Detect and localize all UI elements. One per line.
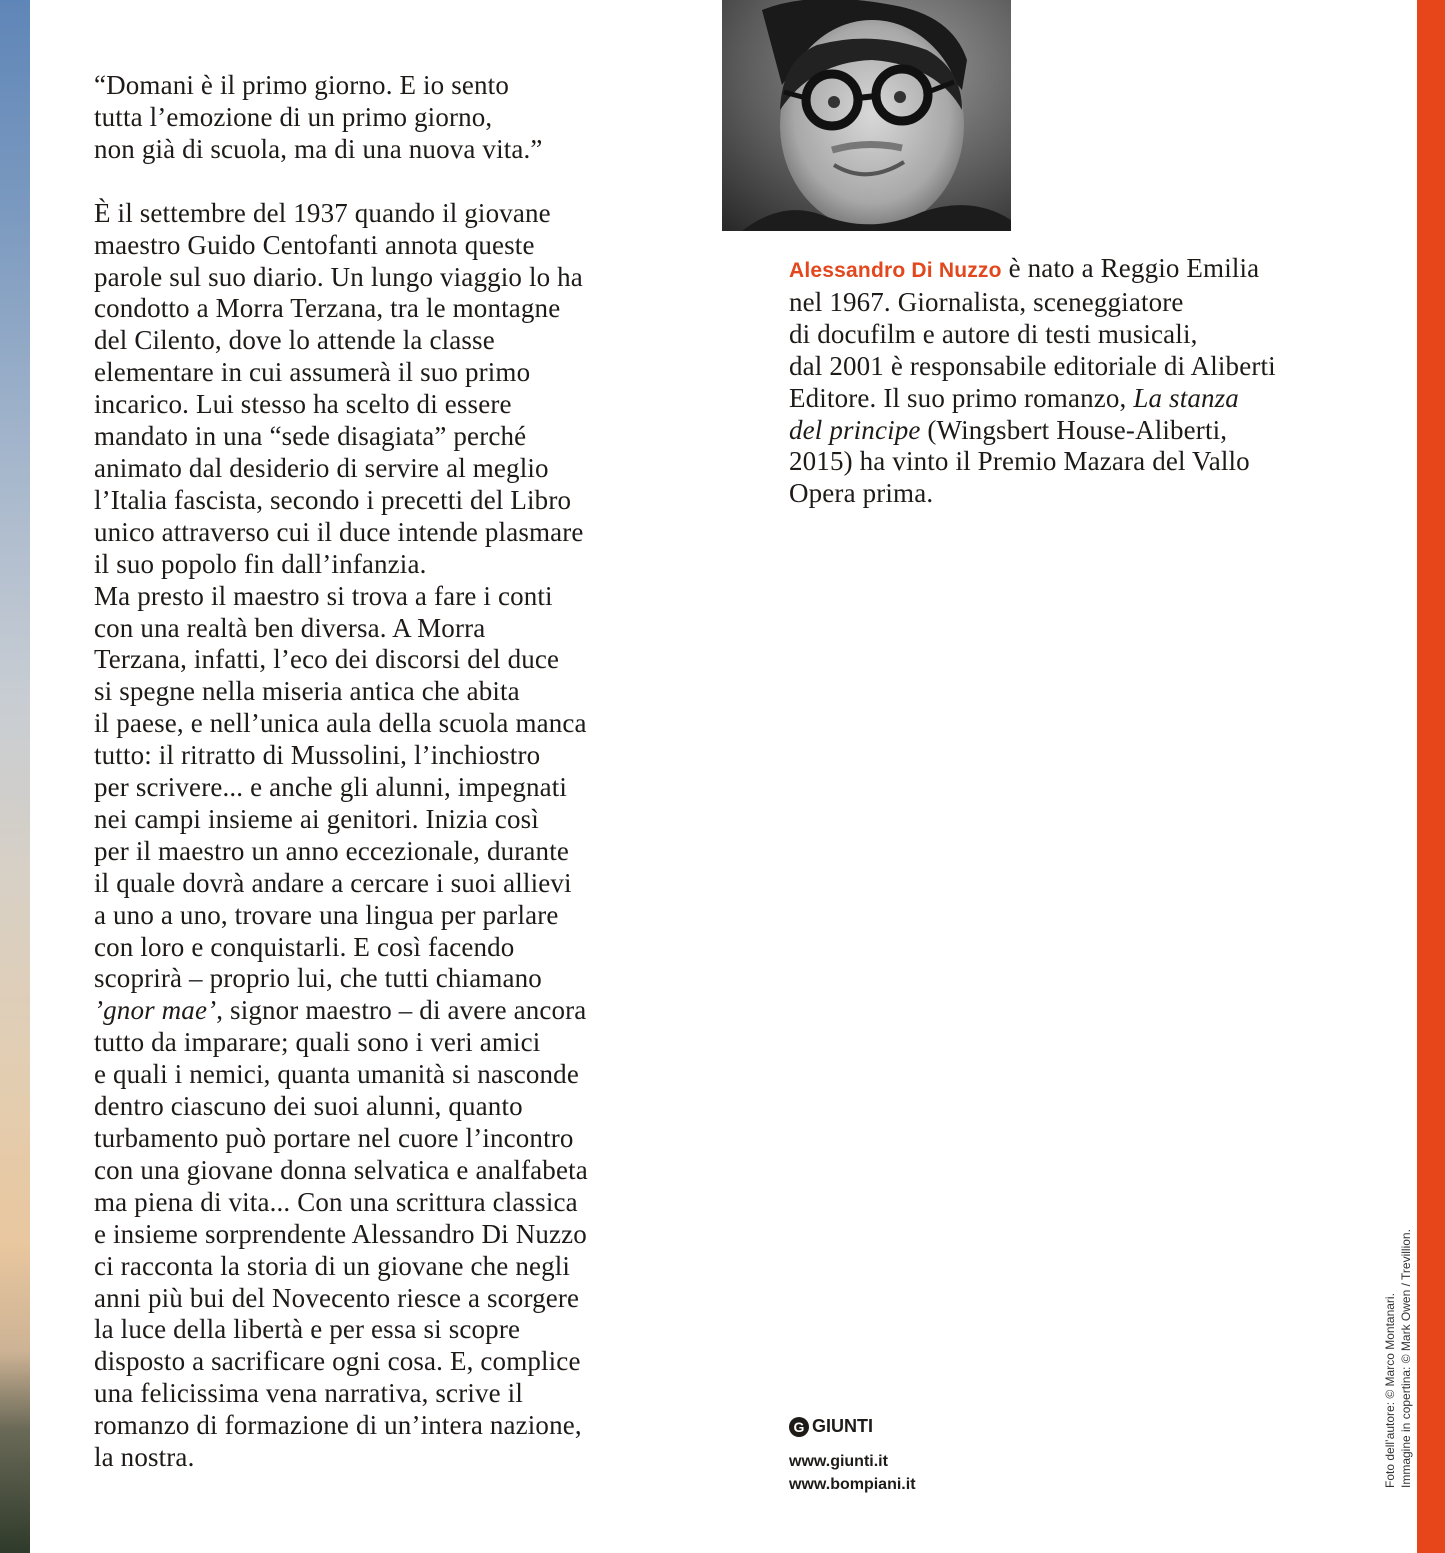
synopsis-line: maestro Guido Centofanti annota queste (94, 229, 535, 260)
book-title: del principe (789, 414, 921, 445)
synopsis-line: ci racconta la storia di un giovane che negli (94, 1250, 571, 1281)
synopsis-line: condotto a Morra Terzana, tra le montagne (94, 293, 561, 324)
quote-line: “Domani è il primo giorno. E io sento (94, 70, 509, 100)
synopsis-line: e quali i nemici, quanta umanità si nasconde (94, 1059, 579, 1090)
synopsis-line: romanzo di formazione di un’intera nazione, (94, 1410, 582, 1441)
synopsis-line: mandato in una “sede disagiata” perché (94, 421, 527, 452)
synopsis-line: con una realtà ben diversa. A Morra (94, 612, 486, 643)
synopsis-line: parole sul suo diario. Un lungo viaggio lo ha (94, 261, 583, 292)
synopsis-line: animato dal desiderio di servire al meglio (94, 452, 549, 483)
synopsis-line: Terzana, infatti, l’eco dei discorsi del duce (94, 644, 560, 675)
author-name: Alessandro Di Nuzzo (789, 259, 1002, 282)
synopsis-line: anni più bui del Novecento riesce a scorgere (94, 1282, 580, 1313)
cover-image-strip (0, 0, 30, 1553)
photo-credit: Foto dell’autore: © Marco Montanari. (1383, 1293, 1397, 1488)
synopsis-line: con una giovane donna selvatica e analfabeta (94, 1154, 588, 1185)
image-credits (1382, 1229, 1414, 1488)
synopsis-line: del Cilento, dove lo attende la classe (94, 325, 495, 356)
quote-line: tutta l’emozione di un primo giorno, (94, 101, 493, 132)
spine-color-strip (1417, 0, 1445, 1553)
synopsis-line: per scrivere... e anche gli alunni, impegnati (94, 772, 568, 803)
synopsis-line: per il maestro un anno eccezionale, durante (94, 835, 569, 866)
synopsis-line: incarico. Lui stesso ha scelto di essere (94, 389, 512, 420)
synopsis-line: turbamento può portare nel cuore l’incontro (94, 1123, 574, 1153)
synopsis-line: e insieme sorprendente Alessandro Di Nuzzo (94, 1218, 587, 1249)
cover-image-credit: Immagine in copertina: © Mark Owen / Trevillion. (1399, 1229, 1413, 1488)
publisher-name: GIUNTI (812, 1416, 873, 1436)
opening-quote (94, 70, 694, 166)
synopsis-line: ’gnor mae’, signor maestro – di avere ancora (94, 995, 587, 1026)
synopsis-line: la luce della libertà e per essa si scopre (94, 1314, 521, 1345)
synopsis-line: ma piena di vita... Con una scrittura classica (94, 1186, 578, 1217)
giunti-website-link[interactable]: www.giunti.it (789, 1453, 888, 1470)
publisher-logo (789, 1416, 873, 1437)
synopsis-line: Ma presto il maestro si trova a fare i conti (94, 580, 553, 611)
synopsis-line: il paese, e nell’unica aula della scuola manca (94, 708, 587, 739)
synopsis-line: l’Italia fascista, secondo i precetti del Libro (94, 484, 572, 515)
bompiani-website-link[interactable]: www.bompiani.it (789, 1476, 916, 1493)
synopsis-line: dentro ciascuno dei suoi alunni, quanto (94, 1091, 523, 1122)
synopsis-line: a uno a uno, trovare una lingua per parlare (94, 899, 559, 930)
book-title: La stanza (1133, 382, 1239, 413)
synopsis-text (94, 198, 694, 1474)
synopsis-line: scoprirà – proprio lui, che tutti chiamano (94, 963, 542, 994)
synopsis-line: con loro e conquistarli. E così facendo (94, 931, 515, 962)
synopsis-line: tutto: il ritratto di Mussolini, l’inchiostro (94, 740, 541, 771)
back-cover-blurb (94, 70, 694, 1474)
author-bio: Alessandro Di Nuzzo è nato a Reggio Emilia nel 1967. Giornalista, sceneggiatore di docufilm e autore di testi musicali, dal 2001 è responsabile editoriale di Aliberti Editore. Il suo primo romanzo, La stanza del principe (Wingsbert House-Aliberti, 2015) ha vinto il Premio Mazara del Vallo Opera prima. (789, 253, 1276, 509)
synopsis-line: la nostra. (94, 1442, 195, 1473)
synopsis-line: È il settembre del 1937 quando il giovane (94, 197, 551, 228)
synopsis-line: elementare in cui assumerà il suo primo (94, 357, 531, 388)
synopsis-line: unico attraverso cui il duce intende plasmare (94, 516, 584, 547)
giunti-logo-icon: G (789, 1417, 809, 1437)
synopsis-line: disposto a sacrificare ogni cosa. E, complice (94, 1346, 581, 1377)
synopsis-line: nei campi insieme ai genitori. Inizia così (94, 803, 539, 834)
synopsis-line: tutto da imparare; quali sono i veri amici (94, 1027, 541, 1058)
synopsis-line: il suo popolo fin dall’infanzia. (94, 548, 427, 579)
author-photo (722, 0, 1011, 231)
author-portrait-image (722, 0, 1011, 231)
synopsis-line: una felicissima vena narrativa, scrive il (94, 1378, 523, 1409)
publisher-links (789, 1450, 916, 1496)
synopsis-line: si spegne nella miseria antica che abita (94, 676, 520, 707)
dialect-phrase: ’gnor mae’ (94, 995, 217, 1026)
synopsis-line: il quale dovrà andare a cercare i suoi allievi (94, 867, 572, 898)
quote-line: non già di scuola, ma di una nuova vita.” (94, 133, 543, 164)
